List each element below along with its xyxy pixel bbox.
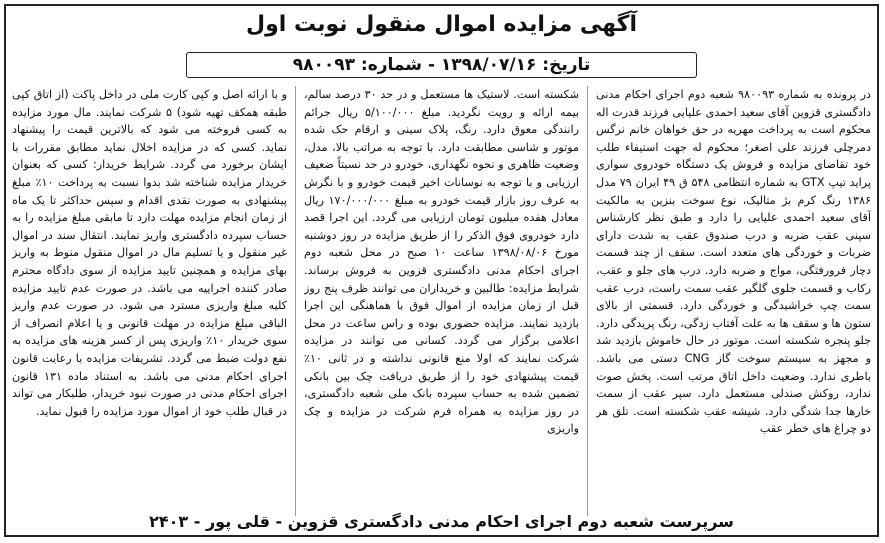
- auction-notice: [4, 4, 879, 537]
- column-right: در پرونده به شماره ۹۸۰۰۹۳ شعبه دوم اجرای احکام مدنی دادگستری قزوین آقای سعید احمدی علیایی فرزند قدرت اله محکوم است به پرداخت مهریه در حق خواهان خانم نرگس دمرچلی فرزند علی اصغر؛ محکوم له جهت استیفاء طلب خود تقاضای مزایده و فروش یک دستگاه خودروی سواری پراید تیپ GTX به شماره انتظامی ۵۴۸ ق ۴۹ ایران ۷۹ مدل ۱۳۸۶ رنگ کرم بژ متالیک، نوع سوخت بنزین به مالکیت آقای سعید احمدی علیایی را دارد و طبق نظر کارشناس سپنی عقب ضربه و درب صندوق عقب به شدت دارای ضربات و خوردگی های متعدد است. سقف از چند قسمت دچار فرورفتگی، مواج و ضربه دارد. درب های جلو و عقب، رکاب و قسمت جلوی گلگیر عقب سمت راست، درب عقب سمت چپ خراشیدگی و خوردگی دارد. قسمتی از بالای ستون ها و سقف ها به علت آفتاب زدگی، رنگ پریدگی دارد. جلو پنجره شکسته است. موتور در حال خاموش بازدید شد و مجهز به سیستم سوخت گاز CNG دستی می باشد. باطری ندارد. وضعیت داخل اتاق مرتب است. پخش صوت ندارد، روکش صندلی مستعمل دارد. سپر عقب از سمت خارها جدا شدگی دارد. شیشه عقب شکسته است. تلق هر دو چراغ های خطر عقب: [596, 88, 871, 436]
- column-divider: [295, 86, 296, 516]
- text-columns: [12, 86, 871, 516]
- date-number-bar: تاریخ: ۱۳۹۸/۰۷/۱۶ - شماره: ۹۸۰۰۹۳: [186, 52, 697, 78]
- column-middle: شکسته است. لاستیک ها مستعمل و در حد ۳۰ درصد سالم، بیمه ارائه و رویت نگردید. مبلغ ۵/۱۰۰/۰۰۰ ریال جرائم رانندگی معوق دارد. رنگ، پلاک سینی و ارقام حک شده موتور و شاسی مطابقت دارد. با توجه به مراتب بالا، مدل، وضعیت ظاهری و نحوه نگهداری، خودرو در حد نسبتاً ضعیف ارزیابی و با توجه به نوسانات اخیر قیمت خودرو و با نگرش به عرف روز بازار قیمت خودرو به مبلغ ۱۷۰/۰۰۰/۰۰۰ ریال معادل هفده میلیون تومان ارزیابی می گردد. این اجرا قصد دارد خودروی فوق الذکر را از طریق مزایده در روز دوشنبه مورخ ۱۳۹۸/۰۸/۰۶ ساعت ۱۰ صبح در محل شعبه دوم اجرای احکام مدنی دادگستری قزوین به فروش برساند. شرایط مزایده: طالبین و خریداران می توانند ظرف پنج روز قبل از زمان مزایده از اموال فوق با هماهنگی این اجرا بازدید نمایند. مزایده حضوری بوده و راس ساعت در محل اعلامی برگزار می گردد. کسانی می توانند در مزایده شرکت نمایند که اولا منع قانونی نداشته و در ثانی ۱۰٪ قیمت پیشنهادی خود را از طریق دریافت چک بین بانکی تضمین شده به حساب سپرده بانک ملی شعبه دادگستری، در روز مزایده به همراه فرم شرکت در مزایده و چک واریزی: [304, 88, 579, 436]
- column-divider: [587, 86, 588, 516]
- signature-footer: سرپرست شعبه دوم اجرای احکام مدنی دادگستری قزوین - قلی پور - ۲۴۰۳: [149, 512, 734, 531]
- column-left: و با ارائه اصل و کپی کارت ملی در داخل پاکت (از اتاق کپی طبقه همکف تهیه شود) ۵ شرکت نمایند. مال مورد مزایده به کسی فروخته می شود که بالاترین قیمت را پیشنهاد نماید. کسی که در مزایده اخلال نماید مطابق مقررات با ایشان برخورد می گردد. شرایط خریدار: کسی که بعنوان خریدار مزایده شناخته شد بدوا نسبت به پرداخت ۱۰٪ مبلغ پیشنهادی به صورت نقدی اقدام و سپس حداکثر تا یک ماه از زمان انجام مزایده مهلت دارد تا مابقی مبلغ مزایده را به حساب سپرده دادگستری واریز نمایند. انتقال سند در اموال غیر منقول و یا تسلیم مال در اموال منقول منوط به واریز بهای مزایده و همچنین تایید مزایده از سوی دادگاه محترم صادر کننده اجراییه می باشد. در صورت عدم تایید مزایده کلیه مبلغ واریزی مسترد می شود. در صورت عدم واریز الباقی مبلغ مزایده در مهلت قانونی و یا اعلام انصراف از سوی خریدار ۱۰٪ واریزی پس از کسر هزینه های مزایده به نفع دولت ضبط می گردد. تشریفات مزایده با رعایت قانون اجرای احکام مدنی می باشد. به استناد ماده ۱۳۱ قانون اجرای احکام مدنی در صورت نبود خریدار، طلبکار می تواند در قبال طلب خود از اموال مورد مزایده را قبول نماید.: [12, 88, 287, 418]
- notice-title: آگهی مزایده اموال منقول نوبت اول: [245, 12, 638, 37]
